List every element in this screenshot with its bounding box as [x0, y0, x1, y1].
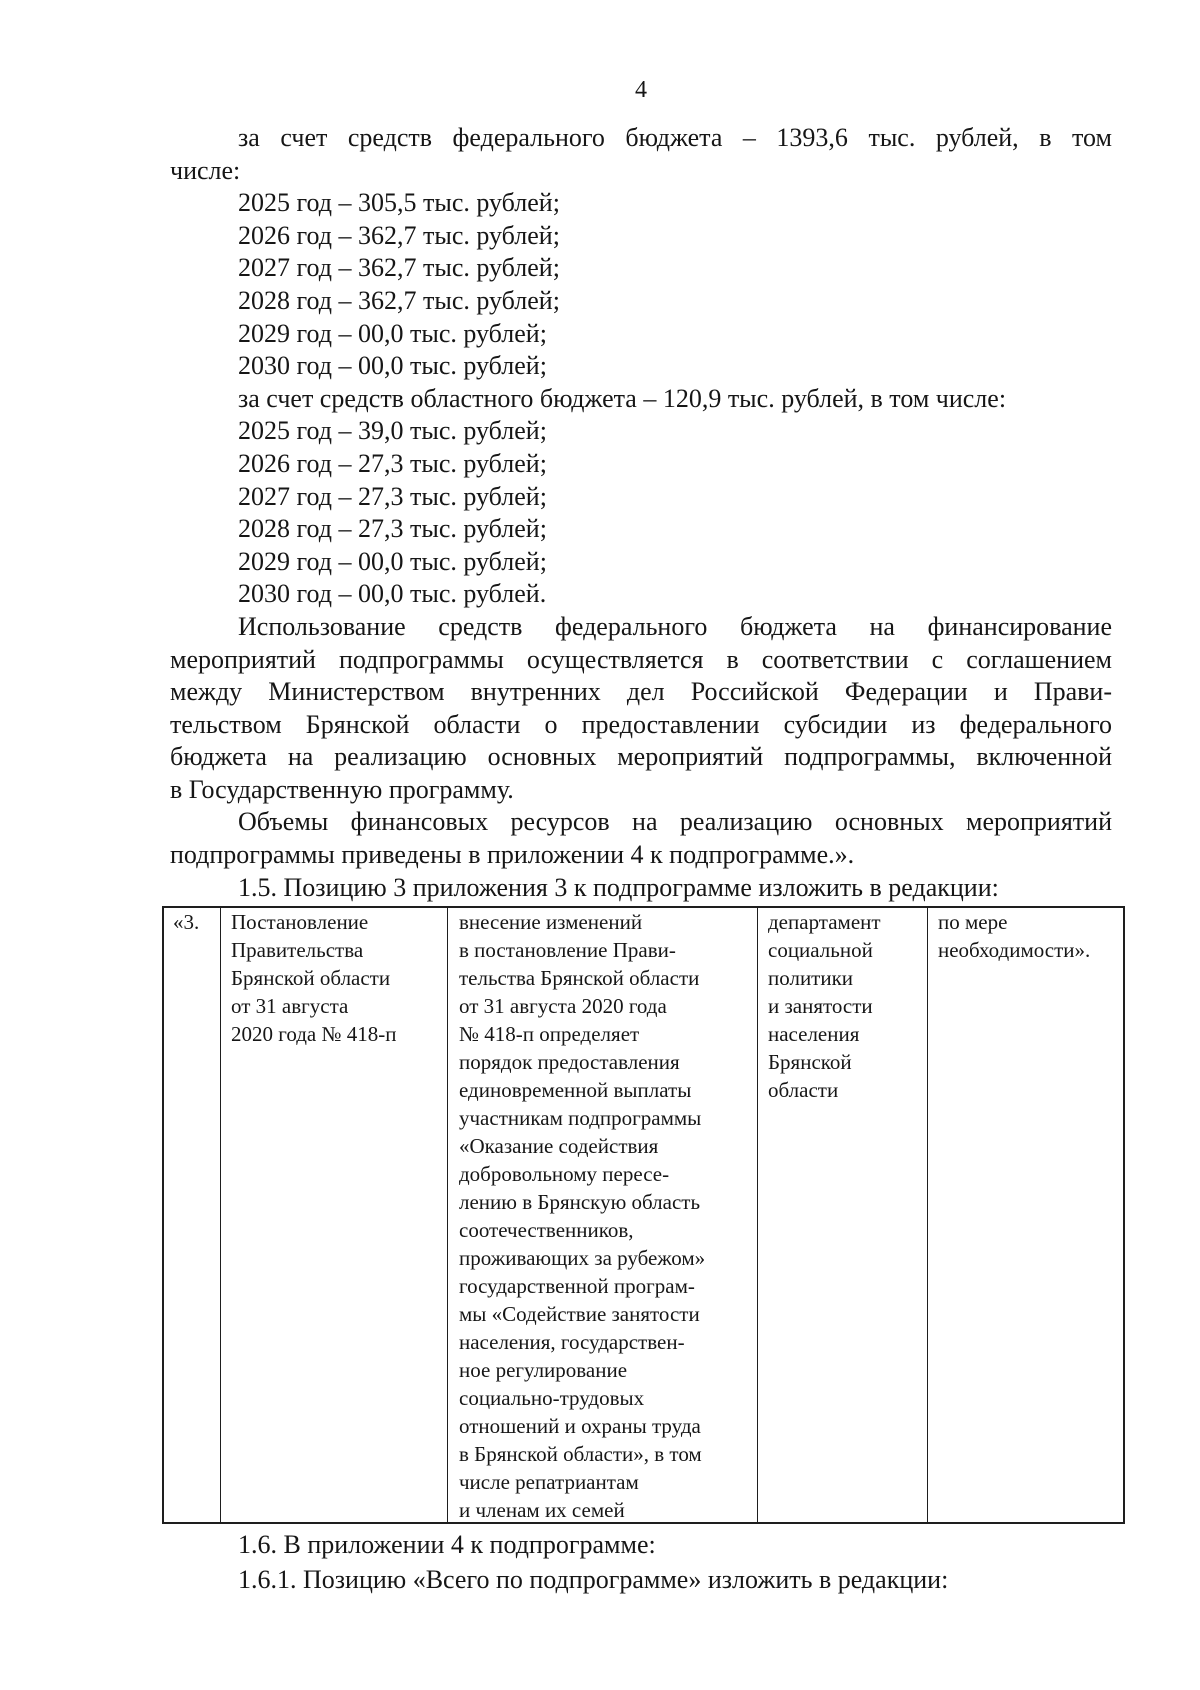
cell-line: единовременной выплаты	[459, 1078, 692, 1102]
cell-line: по мере	[938, 910, 1008, 934]
cell-line: населения, государствен-	[459, 1330, 685, 1354]
cell-line: внесение изменений	[459, 910, 643, 934]
cell-line: социально-трудовых	[459, 1386, 645, 1410]
paragraph-federal-usage-line: Использование средств федерального бюджета на финансирование	[238, 611, 1112, 641]
regional-year-2025: 2025 год – 39,0 тыс. рублей;	[238, 416, 547, 446]
cell-line: Брянской	[768, 1050, 852, 1074]
cell-line: тельства Брянской области	[459, 966, 700, 990]
page-number: 4	[635, 77, 647, 103]
federal-year-2026: 2026 год – 362,7 тыс. рублей;	[238, 220, 560, 250]
cell-line: соотечественников,	[459, 1218, 634, 1242]
cell-line: и членам их семей	[459, 1498, 625, 1522]
cell-line: ное регулирование	[459, 1358, 628, 1382]
cell-deadline	[927, 908, 1123, 1522]
cell-line: населения	[768, 1022, 860, 1046]
cell-line: добровольному пересе-	[459, 1162, 670, 1186]
cell-line: № 418-п определяет	[459, 1022, 640, 1046]
cell-line: необходимости».	[938, 938, 1091, 962]
paragraph-federal-usage-line: бюджета на реализацию основных мероприятий подпрограммы, включенной	[170, 742, 1112, 772]
cell-line: Постановление	[231, 910, 369, 934]
federal-year-2029: 2029 год – 00,0 тыс. рублей;	[238, 318, 547, 348]
paragraph-federal-usage-line: мероприятий подпрограммы осуществляется в соответствии с соглашением	[170, 644, 1112, 674]
cell-line: области	[768, 1078, 839, 1102]
cell-line: 2020 года № 418-п	[231, 1022, 397, 1046]
federal-year-2027: 2027 год – 362,7 тыс. рублей;	[238, 253, 560, 283]
regional-budget-intro: за счет средств областного бюджета – 120,9 тыс. рублей, в том числе:	[238, 383, 1007, 413]
cell-document	[220, 908, 447, 1522]
federal-budget-intro: за счет средств федерального бюджета – 1393,6 тыс. рублей, в том	[238, 123, 1112, 152]
regional-year-2027: 2027 год – 27,3 тыс. рублей;	[238, 481, 547, 511]
cell-line: проживающих за рубежом»	[459, 1246, 706, 1270]
cell-line: политики	[768, 966, 854, 990]
cell-line: от 31 августа 2020 года	[459, 994, 667, 1018]
paragraph-volumes-line: Объемы финансовых ресурсов на реализацию основных мероприятий	[238, 807, 1112, 837]
federal-budget-intro-continuation: числе:	[170, 155, 241, 185]
item-1-5-heading: 1.5. Позицию 3 приложения 3 к подпрограмме изложить в редакции:	[238, 872, 999, 902]
position-table	[162, 906, 1125, 1524]
regional-year-2026: 2026 год – 27,3 тыс. рублей;	[238, 448, 547, 478]
regional-year-2030: 2030 год – 00,0 тыс. рублей.	[238, 579, 547, 609]
cell-line: и занятости	[768, 994, 873, 1018]
cell-line: в постановление Прави-	[459, 938, 676, 962]
cell-line: порядок предоставления	[459, 1050, 680, 1074]
cell-line: от 31 августа	[231, 994, 349, 1018]
paragraph-volumes-line: подпрограммы приведены в приложении 4 к подпрограмме.».	[170, 840, 855, 870]
cell-line: Правительства	[231, 938, 364, 962]
cell-line: в Брянской области», в том	[459, 1442, 702, 1466]
cell-line: департамент	[768, 910, 881, 934]
position-number: «3.	[173, 910, 200, 934]
cell-line: отношений и охраны труда	[459, 1414, 701, 1438]
cell-line: «Оказание содействия	[459, 1134, 659, 1158]
federal-year-2030: 2030 год – 00,0 тыс. рублей;	[238, 351, 547, 381]
document-body	[170, 122, 1112, 904]
cell-line: социальной	[768, 938, 873, 962]
federal-year-2025: 2025 год – 305,5 тыс. рублей;	[238, 188, 560, 218]
paragraph-federal-usage-line: в Государственную программу.	[170, 774, 514, 804]
regional-year-2029: 2029 год – 00,0 тыс. рублей;	[238, 546, 547, 576]
cell-number	[164, 908, 220, 1522]
cell-line: числе репатриантам	[459, 1470, 639, 1494]
item-1-6-1-heading: 1.6.1. Позицию «Всего по подпрограмме» изложить в редакции:	[238, 1565, 949, 1594]
item-1-6-heading: 1.6. В приложении 4 к подпрограмме:	[238, 1530, 656, 1559]
cell-line: государственной програм-	[459, 1274, 695, 1298]
cell-line: участникам подпрограммы	[459, 1106, 702, 1130]
paragraph-federal-usage-line: между Министерством внутренних дел Российской Федерации и Прави-	[170, 677, 1112, 707]
federal-year-2028: 2028 год – 362,7 тыс. рублей;	[238, 285, 560, 315]
cell-line: Брянской области	[231, 966, 391, 990]
after-table-items	[238, 1527, 1112, 1597]
cell-line: лению в Брянскую область	[459, 1190, 701, 1214]
cell-line: мы «Содействие занятости	[459, 1302, 700, 1326]
cell-responsible	[757, 908, 927, 1522]
regional-year-2028: 2028 год – 27,3 тыс. рублей;	[238, 514, 547, 544]
paragraph-federal-usage-line: тельством Брянской области о предоставлении субсидии из федерального	[170, 709, 1112, 739]
cell-description	[447, 908, 757, 1522]
